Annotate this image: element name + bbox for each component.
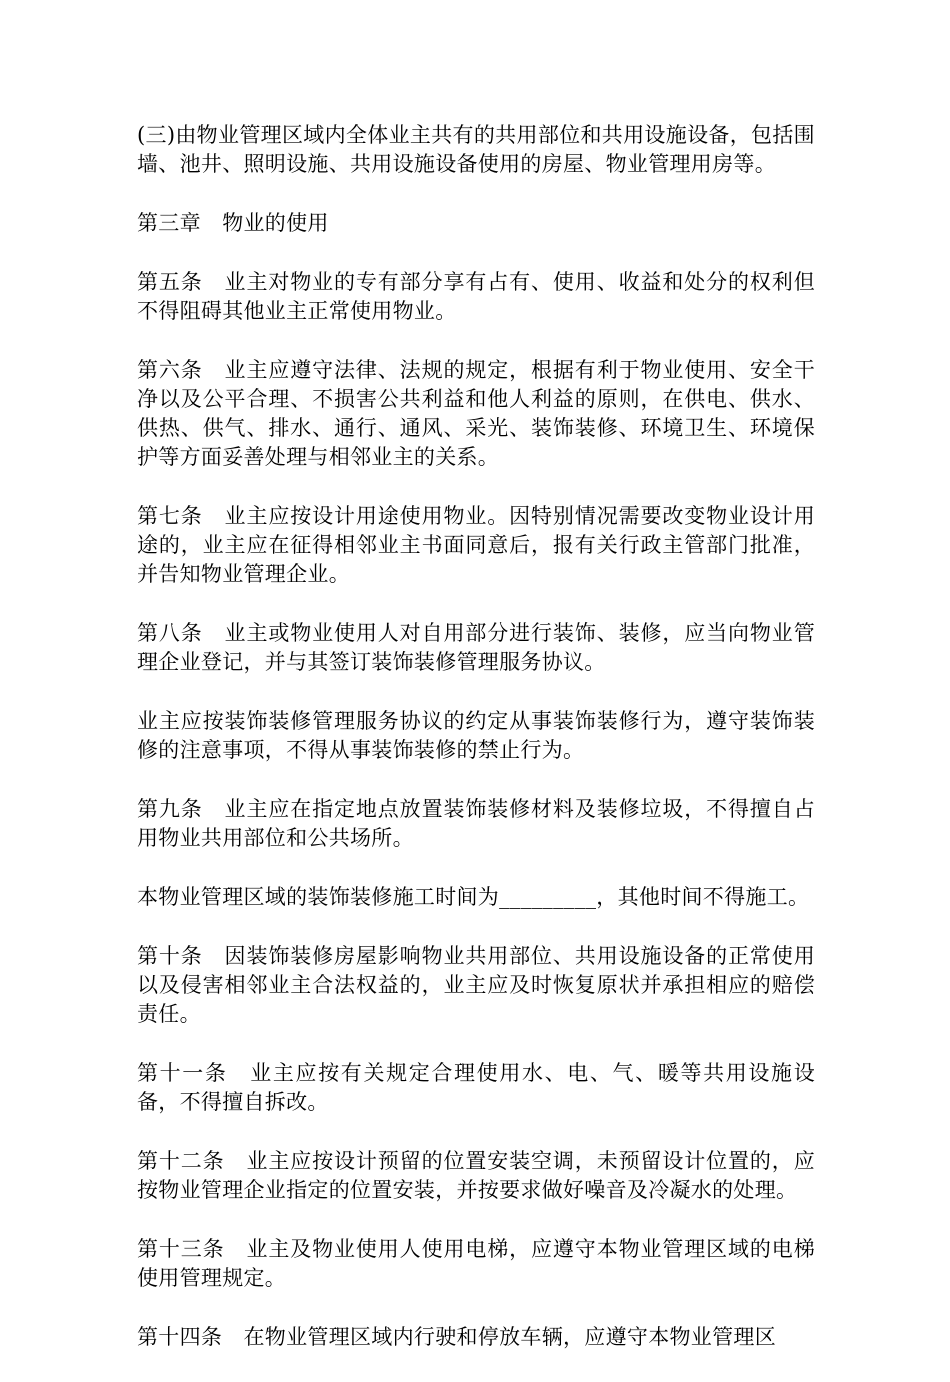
chapter-heading: 第三章 物业的使用 [137, 211, 329, 235]
article-12: 第十二条 业主应按设计预留的位置安装空调，未预留设计位置的，应按物业管理企业指定的位置安装，并按要求做好噪音及冷凝水的处理。 [137, 1149, 815, 1202]
article-6: 第六条 业主应遵守法律、法规的规定，根据有利于物业使用、安全干净以及公平合理、不损害公共利益和他人利益的原则，在供电、供水、供热、供气、排水、通行、通风、采光、装饰装修、环境卫生、环境保护等方面妥善处理与相邻业主的关系。 [137, 358, 815, 469]
article-9-clause: 本物业管理区域的装饰装修施工时间为_________，其他时间不得施工。 [137, 885, 810, 909]
article-10: 第十条 因装饰装修房屋影响物业共用部位、共用设施设备的正常使用以及侵害相邻业主合法权益的，业主应及时恢复原状并承担相应的赔偿责任。 [137, 944, 815, 1026]
document-body [137, 121, 815, 1382]
article-7: 第七条 业主应按设计用途使用物业。因特别情况需要改变物业设计用途的，业主应在征得相邻业主书面同意后，报有关行政主管部门批准，并告知物业管理企业。 [137, 504, 815, 586]
article-5: 第五条 业主对物业的专有部分享有占有、使用、收益和处分的权利但不得阻碍其他业主正常使用物业。 [137, 270, 815, 323]
article-8-clause: 业主应按装饰装修管理服务协议的约定从事装饰装修行为，遵守装饰装修的注意事项，不得从事装饰装修的禁止行为。 [137, 709, 815, 762]
article-14: 第十四条 在物业管理区域内行驶和停放车辆，应遵守本物业管理区 [137, 1325, 776, 1349]
article-13: 第十三条 业主及物业使用人使用电梯，应遵守本物业管理区域的电梯使用管理规定。 [137, 1237, 815, 1290]
article-9: 第九条 业主应在指定地点放置装饰装修材料及装修垃圾，不得擅自占用物业共用部位和公共场所。 [137, 797, 815, 850]
article-11: 第十一条 业主应按有关规定合理使用水、电、气、暖等共用设施设备，不得擅自拆改。 [137, 1061, 815, 1114]
paragraph-common-parts: (三)由物业管理区域内全体业主共有的共用部位和共用设施设备，包括围墙、池井、照明设施、共用设施设备使用的房屋、物业管理用房等。 [137, 123, 815, 176]
article-8: 第八条 业主或物业使用人对自用部分进行装饰、装修，应当向物业管理企业登记，并与其签订装饰装修管理服务协议。 [137, 621, 815, 674]
